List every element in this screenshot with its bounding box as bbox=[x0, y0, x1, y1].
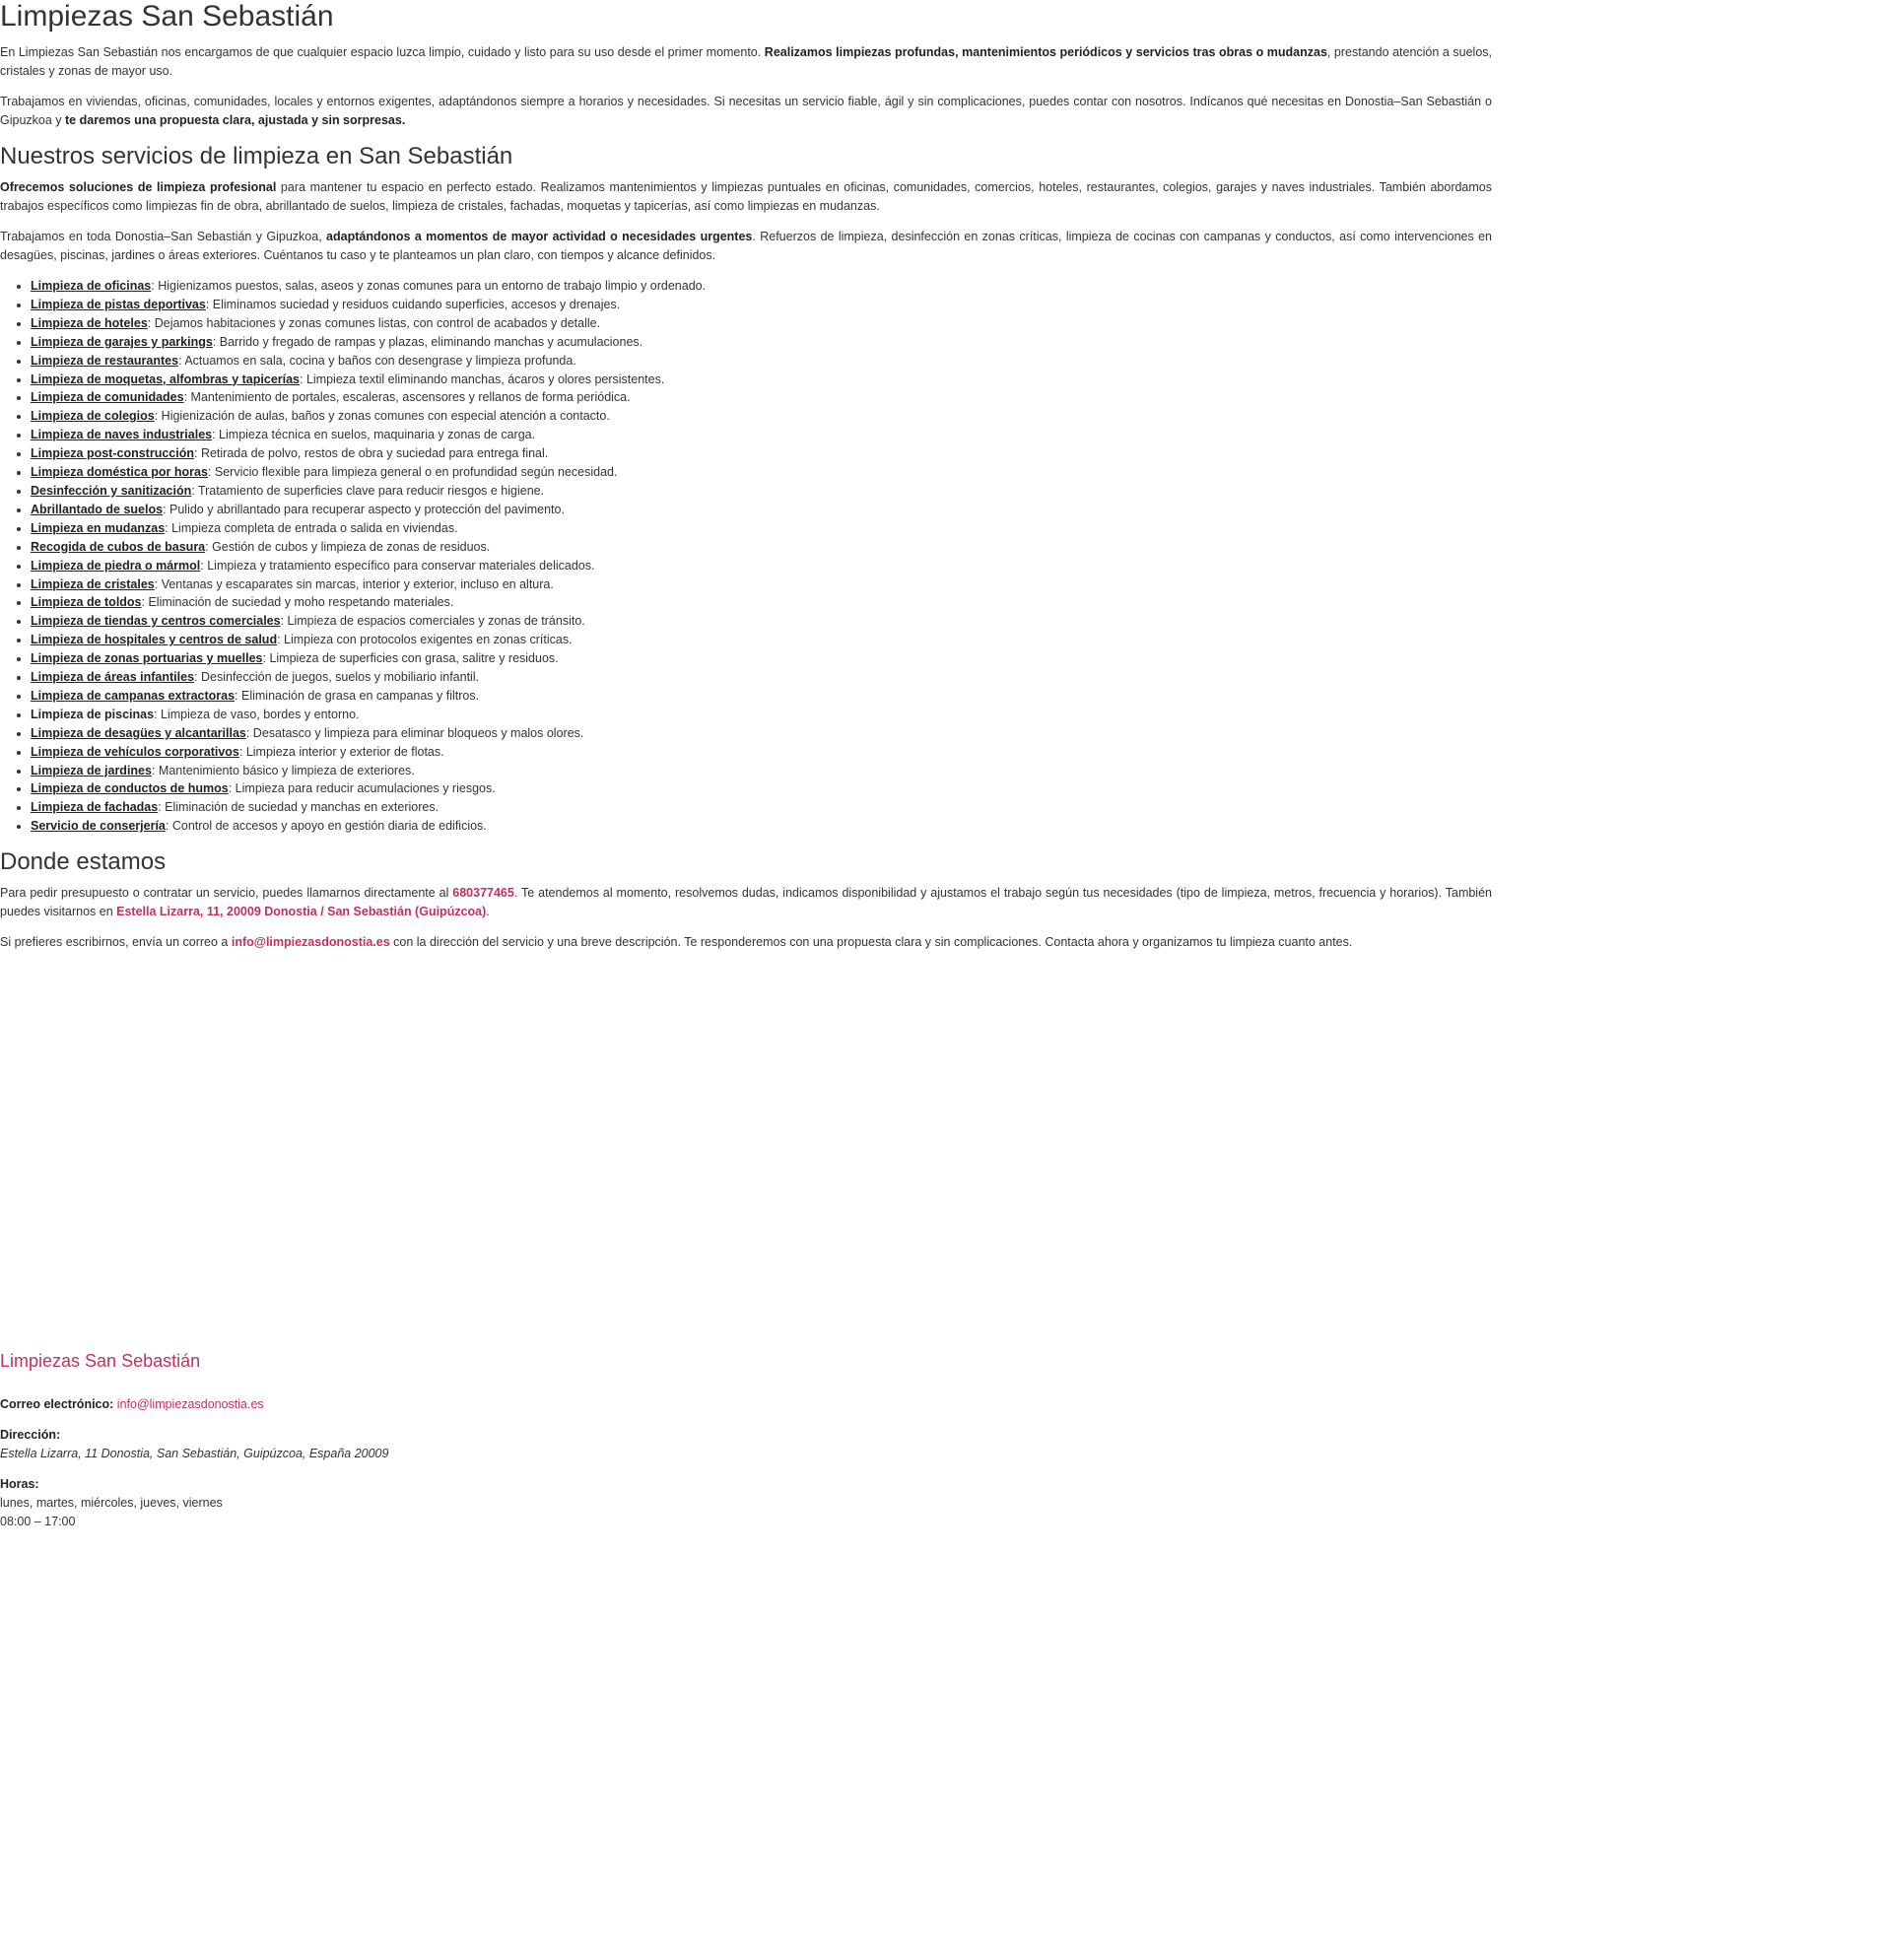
service-item bbox=[31, 482, 1492, 501]
service-item bbox=[31, 444, 1492, 463]
service-item bbox=[31, 593, 1492, 612]
service-link[interactable]: Limpieza de jardines bbox=[31, 763, 152, 777]
service-item bbox=[31, 314, 1492, 333]
footer-email-link[interactable]: info@limpiezasdonostia.es bbox=[116, 1397, 264, 1412]
services-heading: Nuestros servicios de limpieza en San Sebastián bbox=[0, 143, 513, 169]
service-description: : Pulido y abrillantado para recuperar aspecto y protección del pavimento. bbox=[163, 502, 565, 516]
service-item bbox=[31, 371, 1492, 389]
service-link[interactable]: Limpieza post-construcción bbox=[31, 446, 194, 461]
service-description: : Limpieza interior y exterior de flotas. bbox=[238, 744, 444, 759]
location-text: Si prefieres escribirnos, envía un correo a bbox=[0, 935, 232, 950]
service-item bbox=[31, 388, 1492, 407]
service-description: : Retirada de polvo, restos de obra y suciedad para entrega final. bbox=[194, 446, 549, 461]
service-description: : Mantenimiento de portales, escaleras, ascensores y rellanos de forma periódica. bbox=[183, 390, 631, 405]
service-description: : Tratamiento de superficies clave para reducir riesgos e higiene. bbox=[191, 483, 545, 498]
services-paragraph-2 bbox=[0, 228, 1492, 265]
footer-address-value: Estella Lizarra, 11 Donostia, San Sebastián, Guipúzcoa, España 20009 bbox=[0, 1447, 389, 1461]
service-description: : Gestión de cubos y limpieza de zonas de residuos. bbox=[205, 539, 491, 554]
service-description: : Limpieza de vaso, bordes y entorno. bbox=[154, 707, 360, 721]
service-link[interactable]: Limpieza de colegios bbox=[31, 409, 155, 424]
page-title: Limpiezas San Sebastián bbox=[0, 0, 334, 33]
location-heading: Donde estamos bbox=[0, 848, 167, 876]
service-item bbox=[31, 762, 1492, 780]
service-description: : Limpieza de espacios comerciales y zonas de tránsito. bbox=[280, 614, 585, 629]
footer-hours-days: lunes, martes, miércoles, jueves, viernes bbox=[0, 1496, 223, 1511]
service-item bbox=[31, 706, 1492, 724]
footer-hours-label: Horas: bbox=[0, 1477, 39, 1492]
services-highlight: Ofrecemos soluciones de limpieza profesional bbox=[0, 180, 277, 194]
footer-title: Limpiezas San Sebastián bbox=[0, 1351, 201, 1372]
service-item bbox=[31, 612, 1492, 631]
service-item bbox=[31, 519, 1492, 538]
service-description: : Limpieza y tratamiento específico para conservar materiales delicados. bbox=[200, 558, 595, 573]
service-link[interactable]: Limpieza de campanas extractoras bbox=[31, 688, 236, 703]
service-link[interactable]: Servicio de conserjería bbox=[31, 819, 166, 834]
footer-address-label: Dirección: bbox=[0, 1428, 61, 1443]
service-item bbox=[31, 407, 1492, 426]
service-description: : Limpieza para reducir acumulaciones y riesgos. bbox=[228, 781, 496, 796]
service-item bbox=[31, 538, 1492, 557]
service-link[interactable]: Limpieza de hoteles bbox=[31, 315, 148, 330]
services-paragraph-1 bbox=[0, 178, 1492, 216]
footer-hours bbox=[0, 1475, 1492, 1531]
service-link[interactable]: Abrillantado de suelos bbox=[31, 502, 164, 516]
service-description: : Limpieza textil eliminando manchas, ácaros y olores persistentes. bbox=[300, 372, 665, 386]
intro-highlight: Realizamos limpiezas profundas, mantenimientos periódicos y servicios tras obras o mudanzas bbox=[764, 45, 1327, 59]
service-description: : Higienización de aulas, baños y zonas comunes con especial atención a contacto. bbox=[154, 409, 610, 424]
location-paragraph-1 bbox=[0, 884, 1492, 921]
service-item bbox=[31, 557, 1492, 575]
service-item bbox=[31, 631, 1492, 649]
service-link[interactable]: Limpieza de fachadas bbox=[31, 800, 159, 815]
service-link[interactable]: Limpieza de hospitales y centros de salud bbox=[31, 633, 278, 647]
service-description: : Limpieza de superficies con grasa, salitre y residuos. bbox=[262, 651, 559, 666]
service-description: : Barrido y fregado de rampas y plazas, eliminando manchas y acumulaciones. bbox=[212, 334, 643, 349]
footer-email-label: Correo electrónico: bbox=[0, 1397, 114, 1412]
location-text: . bbox=[486, 905, 490, 919]
service-link[interactable]: Limpieza de vehículos corporativos bbox=[31, 744, 239, 759]
service-description: : Servicio flexible para limpieza general o en profundidad según necesidad. bbox=[207, 465, 618, 480]
service-description: : Desatasco y limpieza para eliminar bloqueos y malos olores. bbox=[245, 725, 584, 740]
intro-paragraph-1 bbox=[0, 43, 1492, 81]
location-text: Para pedir presupuesto o contratar un servicio, puedes llamarnos directamente al bbox=[0, 886, 453, 901]
service-link[interactable]: Limpieza de zonas portuarias y muelles bbox=[31, 651, 263, 666]
phone-link[interactable]: 680377465 bbox=[452, 886, 514, 901]
service-description: : Eliminación de grasa en campanas y filtros. bbox=[235, 688, 480, 703]
service-link[interactable]: Limpieza de áreas infantiles bbox=[31, 670, 195, 685]
service-link[interactable]: Desinfección y sanitización bbox=[31, 483, 192, 498]
service-link[interactable]: Limpieza de moquetas, alfombras y tapicerías bbox=[31, 372, 301, 386]
service-item bbox=[31, 817, 1492, 836]
service-link[interactable]: Limpieza de piedra o mármol bbox=[31, 558, 201, 573]
service-description: : Eliminación de suciedad y moho respetando materiales. bbox=[141, 595, 454, 610]
location-text: con la dirección del servicio y una breve descripción. Te responderemos con una propuesta clara y sin complicaciones. Contacta ahora y organizamos tu limpieza cuanto antes. bbox=[389, 935, 1353, 950]
email-link[interactable]: info@limpiezasdonostia.es bbox=[231, 935, 390, 950]
service-item bbox=[31, 743, 1492, 762]
service-item bbox=[31, 724, 1492, 743]
service-description: : Higienizamos puestos, salas, aseos y zonas comunes para un entorno de trabajo limpio y ordenado. bbox=[151, 279, 707, 293]
intro-text: En Limpiezas San Sebastián nos encargamos de que cualquier espacio luzca limpio, cuidado y listo para su uso desde el primer momento. bbox=[0, 45, 765, 59]
service-link[interactable]: Recogida de cubos de basura bbox=[31, 539, 206, 554]
service-link[interactable]: Limpieza de garajes y parkings bbox=[31, 334, 213, 349]
services-highlight: adaptándonos a momentos de mayor actividad o necesidades urgentes bbox=[326, 230, 753, 243]
service-link[interactable]: Limpieza de toldos bbox=[31, 595, 142, 610]
service-link[interactable]: Limpieza de conductos de humos bbox=[31, 781, 229, 796]
location-paragraph-2 bbox=[0, 933, 1492, 952]
map-area bbox=[0, 964, 1492, 1350]
service-link[interactable]: Limpieza en mudanzas bbox=[31, 520, 166, 535]
service-link[interactable]: Limpieza doméstica por horas bbox=[31, 465, 208, 480]
intro-paragraph-2 bbox=[0, 93, 1492, 130]
service-description: : Limpieza técnica en suelos, maquinaria y zonas de carga. bbox=[212, 428, 536, 442]
service-link[interactable]: Limpieza de tiendas y centros comerciales bbox=[31, 614, 281, 629]
service-link[interactable]: Limpieza de oficinas bbox=[31, 279, 152, 293]
location-text: . Te atendemos al momento, resolvemos dudas, indicamos disponibilidad y ajustamos el trabajo según tus necesidades (tipo de limpieza, metros, frecuencia y horarios). También puedes visitarnos en bbox=[0, 886, 1492, 919]
service-description: : Eliminación de suciedad y manchas en exteriores. bbox=[158, 800, 439, 815]
service-link[interactable]: Limpieza de desagües y alcantarillas bbox=[31, 725, 246, 740]
intro-highlight: te daremos una propuesta clara, ajustada y sin sorpresas. bbox=[65, 113, 406, 127]
service-link[interactable]: Limpieza de cristales bbox=[31, 576, 155, 591]
service-item bbox=[31, 426, 1492, 444]
service-description: : Actuamos en sala, cocina y baños con desengrase y limpieza profunda. bbox=[178, 353, 576, 368]
service-link[interactable]: Limpieza de naves industriales bbox=[31, 428, 213, 442]
service-item bbox=[31, 649, 1492, 668]
service-description: : Mantenimiento básico y limpieza de exteriores. bbox=[151, 763, 415, 777]
footer-email bbox=[0, 1395, 1492, 1414]
service-item bbox=[31, 277, 1492, 296]
service-item bbox=[31, 333, 1492, 352]
services-list bbox=[0, 277, 1492, 836]
service-description: : Limpieza con protocolos exigentes en zonas críticas. bbox=[277, 633, 573, 647]
service-description: : Control de accesos y apoyo en gestión diaria de edificios. bbox=[165, 819, 487, 834]
intro-text: Trabajamos en viviendas, oficinas, comunidades, locales y entornos exigentes, adaptándonos siempre a horarios y necesidades. Si necesitas un servicio fiable, ágil y sin complicaciones, puedes contar con nosotros. Indícanos qué necesitas en Donostia–San Sebastián o Gipuzkoa y bbox=[0, 95, 1492, 127]
service-item bbox=[31, 779, 1492, 798]
services-text: para mantener tu espacio en perfecto estado. Realizamos mantenimientos y limpiezas puntuales en oficinas, comunidades, comercios, hoteles, restaurantes, colegios, garajes y naves industriales. También abordamos trabajos específicos como limpiezas fin de obra, abrillantado de suelos, limpieza de cristales, fachadas, moquetas y tapicerías, así como limpiezas en mudanzas. bbox=[0, 180, 1493, 213]
service-item bbox=[31, 352, 1492, 371]
services-text: Trabajamos en toda Donostia–San Sebastián y Gipuzkoa, bbox=[0, 230, 327, 243]
service-link: Limpieza de piscinas bbox=[31, 707, 155, 721]
service-description: : Dejamos habitaciones y zonas comunes listas, con control de acabados y detalle. bbox=[147, 315, 601, 330]
service-link[interactable]: Limpieza de comunidades bbox=[31, 390, 184, 405]
service-item bbox=[31, 687, 1492, 706]
services-text: . Refuerzos de limpieza, desinfección en zonas críticas, limpieza de cocinas con campanas y conductos, así como intervenciones en desagües, piscinas, jardines o áreas exteriores. Cuéntanos tu caso y te planteamos un plan claro, con tiempos y alcance definidos. bbox=[0, 230, 1492, 262]
service-description: : Eliminamos suciedad y residuos cuidando superficies, accesos y drenajes. bbox=[205, 297, 621, 311]
service-item bbox=[31, 463, 1492, 482]
service-item bbox=[31, 668, 1492, 687]
footer-hours-time: 08:00 – 17:00 bbox=[0, 1515, 76, 1529]
service-link[interactable]: Limpieza de restaurantes bbox=[31, 353, 179, 368]
service-description: : Desinfección de juegos, suelos y mobiliario infantil. bbox=[194, 670, 480, 685]
footer-address bbox=[0, 1426, 1492, 1463]
address-link[interactable]: Estella Lizarra, 11, 20009 Donostia / San Sebastián (Guipúzcoa) bbox=[116, 905, 487, 919]
service-description: : Ventanas y escaparates sin marcas, interior y exterior, incluso en altura. bbox=[154, 576, 554, 591]
service-item bbox=[31, 501, 1492, 519]
service-item bbox=[31, 296, 1492, 314]
service-item bbox=[31, 575, 1492, 594]
service-description: : Limpieza completa de entrada o salida en viviendas. bbox=[165, 520, 458, 535]
service-link[interactable]: Limpieza de pistas deportivas bbox=[31, 297, 206, 311]
service-item bbox=[31, 798, 1492, 817]
intro-text: , prestando atención a suelos, cristales y zonas de mayor uso. bbox=[0, 45, 1493, 78]
